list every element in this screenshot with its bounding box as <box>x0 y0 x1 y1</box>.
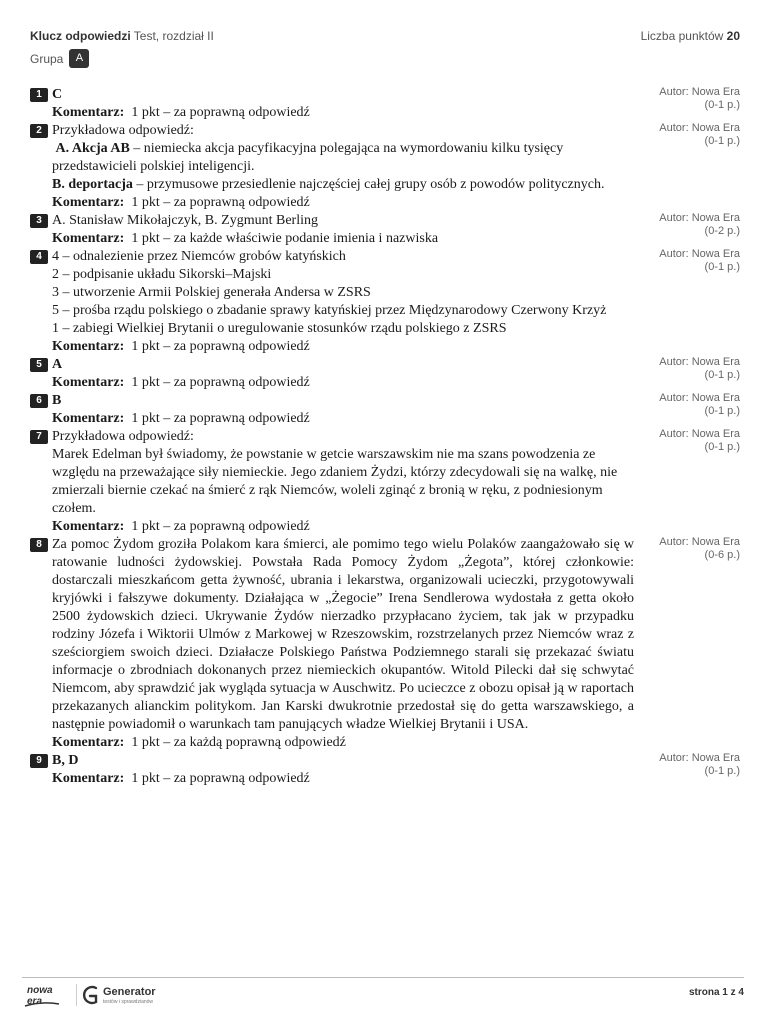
definition-a <box>52 140 634 176</box>
author-info <box>630 392 740 418</box>
term: A. Akcja AB <box>55 141 130 156</box>
comment-text: 1 pkt – za poprawną odpowiedź <box>131 411 310 426</box>
comment <box>52 374 634 392</box>
question-1 <box>30 86 740 122</box>
answer: B <box>52 393 62 408</box>
definition: – niemiecka akcja pacyfikacyjna polegająca na wymordowaniu kilku tysięcy przedstawicieli polskiej inteligencji. <box>52 141 564 174</box>
author-info <box>630 356 740 382</box>
author: Autor: Nowa Era <box>659 86 740 98</box>
author: Autor: Nowa Era <box>659 122 740 134</box>
author: Autor: Nowa Era <box>659 356 740 368</box>
comment-label: Komentarz: <box>52 411 125 426</box>
question-8 <box>30 536 740 752</box>
author: Autor: Nowa Era <box>659 428 740 440</box>
comment <box>52 410 634 428</box>
points-range: (0-6 p.) <box>704 549 740 561</box>
question-number: 5 <box>30 358 48 372</box>
comment-label: Komentarz: <box>52 375 125 390</box>
author-info <box>630 86 740 112</box>
ordering-line: 2 – podpisanie układu Sikorski–Majski <box>52 267 272 282</box>
author: Autor: Nowa Era <box>659 536 740 548</box>
document-title <box>30 29 214 43</box>
author: Autor: Nowa Era <box>659 752 740 764</box>
comment <box>52 518 634 536</box>
ordering-line: 1 – zabiegi Wielkiej Brytanii o uregulowanie stosunków rządu polskiego z ZSRS <box>52 321 507 336</box>
title-bold: Klucz odpowiedzi <box>30 29 131 43</box>
question-6 <box>30 392 740 428</box>
author-info <box>630 536 740 562</box>
title-rest: Test, rozdział II <box>133 29 214 43</box>
comment-text: 1 pkt – za poprawną odpowiedź <box>131 339 310 354</box>
comment-label: Komentarz: <box>52 231 125 246</box>
author-info <box>630 752 740 778</box>
author-info <box>630 428 740 454</box>
ordering-line: 5 – prośba rządu polskiego o zbadanie sprawy katyńskiej przez Międzynarodowy Czerwony Krzyż <box>52 303 607 318</box>
intro: Przykładowa odpowiedź: <box>52 123 194 138</box>
author-info <box>630 212 740 238</box>
points-range: (0-1 p.) <box>704 99 740 111</box>
definition: – przymusowe przesiedlenie najczęściej całej grupy osób z powodów politycznych. <box>136 177 605 192</box>
comment-label: Komentarz: <box>52 105 125 120</box>
answer-text: Za pomoc Żydom groziła Polakom kara śmierci, ale pomimo tego wielu Polaków zaangażowało się w ratowanie ludności żydowskiej. Powstała Rada Pomocy Żydom „Żegota”, której członkowie: dostarczali mieszkańcom getta żywność, ubrania i lekarstwa, organizowali ucieczki, przygotowywali kryjówki i fałszywe dokumenty. Działająca w „Żegocie” Irena Sendlerowa wydostała z getta około 2500 żydowskich dzieci. Ukrywanie Żydów nierzadko przypłacano życiem, tak jak w przypadku rodziny Józefa i Wiktorii Ulmów z Markowej w Rzeszowskim, rozstrzelanych przez Niemców wraz z sześciorgiem swoich dzieci. Działacze Polskiego Państwa Podziemnego starali się przekazać światu informacje o zbrodniach dokonanych przez niemieckich okupantów. Witold Pilecki dał się schwytać Niemcom, aby sprawdzić jak wygląda sytuacja w Auschwitz. Po ucieczce z obozu opisał ją w raportach przekazanych alianckim politykom. Jan Karski dwukrotnie przedostał się do getta warszawskiego, a następnie powiadomił o warunkach tam panujących władze Wielkiej Brytanii i USA. <box>52 537 634 732</box>
question-number: 4 <box>30 250 48 264</box>
ordering-line: 3 – utworzenie Armii Polskiej generała Andersa w ZSRS <box>52 285 371 300</box>
generator-name: Generator <box>103 986 156 998</box>
comment-label: Komentarz: <box>52 771 125 786</box>
term: B. deportacja <box>52 177 133 192</box>
comment-text: 1 pkt – za poprawną odpowiedź <box>131 771 310 786</box>
author: Autor: Nowa Era <box>659 392 740 404</box>
question-number: 7 <box>30 430 48 444</box>
footer-divider <box>22 977 744 978</box>
total-points <box>641 29 740 43</box>
question-2 <box>30 122 740 212</box>
comment <box>52 194 634 212</box>
nowa-era-logo <box>24 982 62 1008</box>
group-info <box>30 49 89 68</box>
answer: A. Stanisław Mikołajczyk, B. Zygmunt Berling <box>52 213 318 228</box>
points-range: (0-1 p.) <box>704 135 740 147</box>
comment-text: 1 pkt – za poprawną odpowiedź <box>131 375 310 390</box>
author-info <box>630 122 740 148</box>
comment-text: 1 pkt – za każde właściwie podanie imienia i nazwiska <box>131 231 439 246</box>
logo-nowa: nowa <box>27 985 53 996</box>
comment-label: Komentarz: <box>52 339 125 354</box>
answer-key-list <box>30 86 740 788</box>
points-range: (0-1 p.) <box>704 441 740 453</box>
question-4 <box>30 248 740 356</box>
comment-label: Komentarz: <box>52 195 125 210</box>
comment <box>52 230 634 248</box>
question-number: 1 <box>30 88 48 102</box>
comment-text: 1 pkt – za poprawną odpowiedź <box>131 105 310 120</box>
generator-tagline: testów i sprawdzianów <box>103 999 154 1005</box>
points-value: 20 <box>726 29 740 43</box>
question-number: 2 <box>30 124 48 138</box>
question-7 <box>30 428 740 536</box>
question-3 <box>30 212 740 248</box>
generator-icon <box>84 987 96 1003</box>
comment <box>52 734 634 752</box>
comment <box>52 104 634 122</box>
comment <box>52 770 634 788</box>
question-number: 3 <box>30 214 48 228</box>
comment-label: Komentarz: <box>52 519 125 534</box>
points-range: (0-1 p.) <box>704 369 740 381</box>
points-range: (0-1 p.) <box>704 765 740 777</box>
comment-text: 1 pkt – za poprawną odpowiedź <box>131 519 310 534</box>
group-label: Grupa <box>30 51 64 66</box>
author: Autor: Nowa Era <box>659 212 740 224</box>
comment-text: 1 pkt – za poprawną odpowiedź <box>131 195 310 210</box>
answer: A <box>52 357 63 372</box>
points-range: (0-1 p.) <box>704 405 740 417</box>
comment-label: Komentarz: <box>52 735 125 750</box>
author-info <box>630 248 740 274</box>
group-badge: A <box>69 49 89 68</box>
question-number: 9 <box>30 754 48 768</box>
points-range: (0-1 p.) <box>704 261 740 273</box>
page-counter: strona 1 z 4 <box>688 987 744 998</box>
comment <box>52 338 634 356</box>
points-label: Liczba punktów <box>640 29 724 43</box>
definition-b <box>52 176 634 194</box>
points-range: (0-2 p.) <box>704 225 740 237</box>
answer-text: Marek Edelman był świadomy, że powstanie w getcie warszawskim nie ma szans powodzenia ze względu na przeważające siły niemieckie. Jego zdaniem Żydzi, którzy zdecydowali się na walkę, nie zmierzali biernie czekać na śmierć z rąk Niemców, woleli zginąć z bronią w ręku, z podniesionym czołem. <box>52 447 618 516</box>
question-9 <box>30 752 740 788</box>
question-number: 8 <box>30 538 48 552</box>
intro: Przykładowa odpowiedź: <box>52 429 194 444</box>
comment-text: 1 pkt – za każdą poprawną odpowiedź <box>131 735 346 750</box>
ordering-line: 4 – odnalezienie przez Niemców grobów katyńskich <box>52 249 346 264</box>
header <box>30 29 740 73</box>
answer: B, D <box>52 753 79 768</box>
question-5 <box>30 356 740 392</box>
generator-logo <box>76 982 186 1008</box>
logo-era: era <box>27 996 43 1007</box>
answer: C <box>52 87 63 102</box>
question-number: 6 <box>30 394 48 408</box>
author: Autor: Nowa Era <box>659 248 740 260</box>
